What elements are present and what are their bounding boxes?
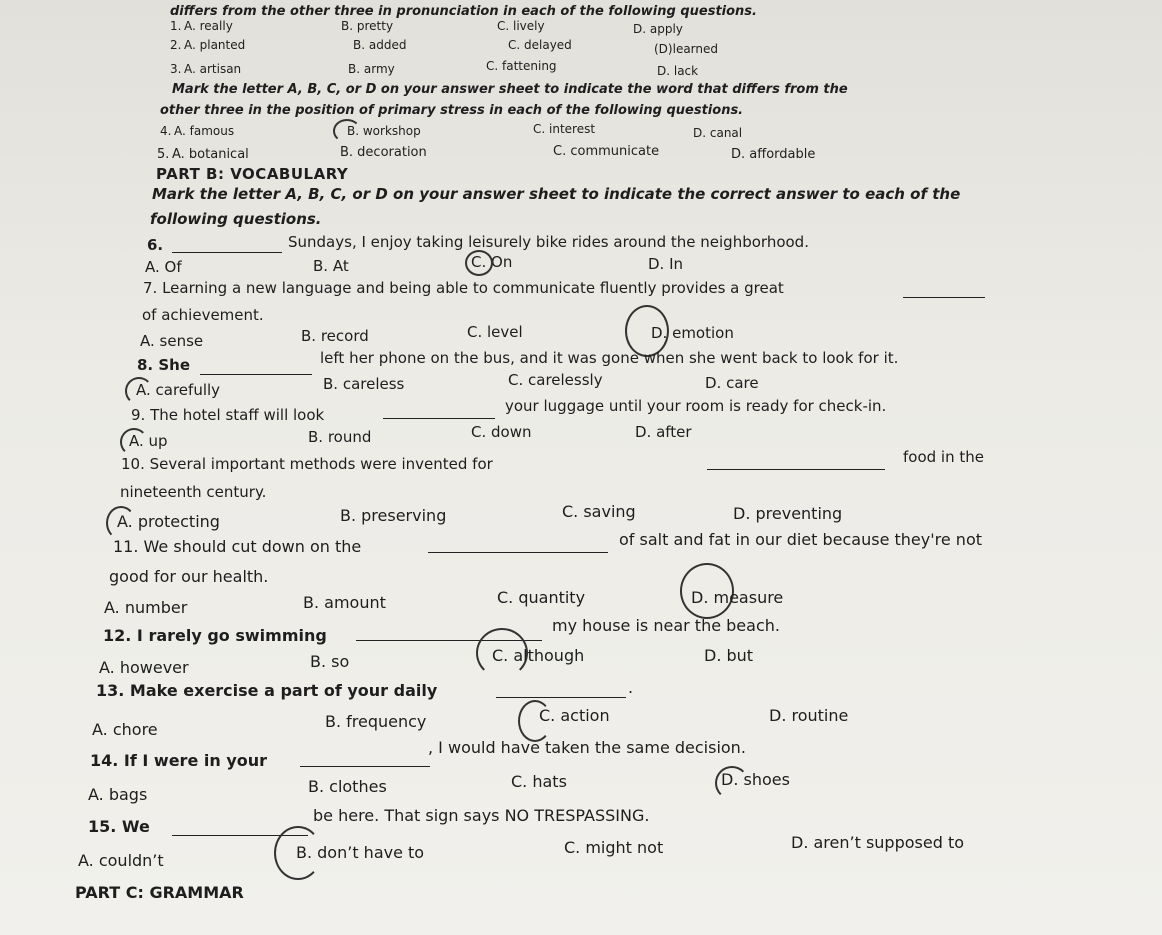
q2-number: 2.	[170, 38, 182, 52]
q8-option-c: C. carelessly	[508, 371, 603, 389]
q9-option-b: B. round	[308, 428, 372, 446]
q3-number: 3.	[170, 62, 182, 76]
q5-number: 5.	[157, 147, 170, 162]
q3-option-c: C. fattening	[486, 59, 557, 73]
q4-option-b: B. workshop	[347, 124, 421, 138]
q9-answer-circle-mark	[120, 428, 148, 456]
q10-stem-line-2: nineteenth century.	[120, 483, 267, 501]
q12-option-b: B. so	[310, 652, 350, 671]
q1-option-b: B. pretty	[341, 19, 394, 33]
q7-blank	[903, 285, 985, 298]
q8-option-b: B. careless	[323, 375, 405, 393]
q9-option-a: A. up	[129, 432, 168, 450]
q13-option-c: C. action	[539, 706, 610, 725]
q4-answer-circle-mark	[333, 119, 361, 143]
q6-option-c: C. On	[471, 253, 513, 271]
q13-option-b: B. frequency	[325, 712, 427, 731]
q10-stem-end: food in the	[903, 448, 984, 466]
q6-option-b: B. At	[313, 257, 349, 275]
q12-option-a: A. however	[99, 658, 189, 677]
q6-option-d: D. In	[648, 255, 684, 273]
q3-option-a: A. artisan	[184, 62, 242, 76]
q9-option-d: D. after	[635, 423, 692, 441]
q11-prefix: 11. We should cut down on the	[113, 537, 362, 556]
q14-option-b: B. clothes	[308, 777, 387, 796]
q15-option-a: A. couldn’t	[78, 851, 164, 870]
q4-option-c: C. interest	[533, 122, 596, 136]
q13-blank	[496, 683, 626, 698]
q6-blank	[172, 238, 282, 253]
q5-option-a: A. botanical	[172, 147, 249, 162]
q8-option-d: D. care	[705, 374, 759, 392]
q5-option-b: B. decoration	[340, 145, 427, 160]
q14-blank	[300, 752, 430, 767]
q13-stem-end: .	[628, 678, 634, 697]
q5-option-d: D. affordable	[731, 147, 816, 162]
q12-option-d: D. but	[704, 646, 754, 665]
q8-answer-circle-mark	[125, 377, 153, 405]
vocab-instruction-line-1: Mark the letter A, B, C, or D on your answer sheet to indicate the correct answer to each of the	[152, 185, 961, 203]
q6-answer-circle-mark	[465, 250, 493, 276]
q10-option-b: B. preserving	[340, 506, 447, 525]
q7-option-a: A. sense	[140, 332, 204, 350]
q14-option-d: D. shoes	[721, 770, 790, 789]
stress-instruction-line-2: other three in the position of primary stress in each of the following questions.	[160, 103, 744, 118]
q11-stem-line-2: good for our health.	[109, 567, 269, 586]
q10-option-c: C. saving	[562, 502, 636, 521]
q9-stem: your luggage until your room is ready for check-in.	[505, 397, 887, 415]
q2-option-b: B. added	[353, 38, 407, 52]
q3-option-d: D. lack	[657, 64, 699, 78]
part-c-heading: PART C: GRAMMAR	[75, 883, 244, 902]
q8-blank	[200, 361, 312, 375]
q3-option-b: B. army	[348, 62, 395, 76]
vocab-instruction-line-2: following questions.	[150, 210, 322, 228]
q1-option-d: D. apply	[633, 22, 683, 36]
q15-option-d: D. aren’t supposed to	[791, 833, 965, 852]
q15-prefix: 15. We	[88, 817, 150, 836]
q4-option-d: D. canal	[693, 126, 743, 140]
q11-blank	[428, 538, 608, 553]
q9-option-c: C. down	[471, 423, 532, 441]
q7-option-b: B. record	[301, 327, 369, 345]
q14-stem-end: , I would have taken the same decision.	[428, 738, 746, 757]
q10-answer-circle-mark	[106, 506, 136, 540]
q13-option-d: D. routine	[769, 706, 849, 725]
q6-stem: Sundays, I enjoy taking leisurely bike rides around the neighborhood.	[288, 233, 809, 251]
q6-option-a: A. Of	[145, 258, 182, 276]
stress-instruction-line-1: Mark the letter A, B, C, or D on your answer sheet to indicate the word that differs from the	[172, 82, 848, 97]
q10-option-a: A. protecting	[117, 512, 220, 531]
q8-stem: left her phone on the bus, and it was gone when she went back to look for it.	[320, 349, 899, 367]
q10-prefix: 10. Several important methods were invented for	[121, 455, 493, 473]
q1-option-a: A. really	[184, 19, 233, 33]
q8-option-a: A. carefully	[136, 381, 221, 399]
q12-stem-end: my house is near the beach.	[552, 616, 780, 635]
q10-option-d: D. preventing	[733, 504, 843, 523]
q11-option-a: A. number	[104, 598, 188, 617]
q11-option-d: D. measure	[691, 588, 784, 607]
q5-option-c: C. communicate	[553, 144, 660, 159]
q14-option-a: A. bags	[88, 785, 148, 804]
q2-option-d: (D)learned	[654, 42, 719, 56]
q13-prefix: 13. Make exercise a part of your daily	[96, 681, 438, 700]
q7-stem-line-1: 7. Learning a new language and being able to communicate fluently provides a great	[143, 279, 784, 297]
q7-option-c: C. level	[467, 323, 523, 341]
q9-prefix: 9. The hotel staff will look	[131, 406, 325, 424]
q11-option-b: B. amount	[303, 593, 386, 612]
q15-option-b: B. don’t have to	[296, 843, 425, 862]
q2-option-a: A. planted	[184, 38, 246, 52]
part-b-heading: PART B: VOCABULARY	[156, 165, 349, 183]
q8-prefix: 8. She	[137, 356, 191, 374]
q7-stem-line-2: of achievement.	[142, 306, 264, 324]
q1-number: 1.	[170, 19, 182, 33]
q6-number: 6.	[147, 236, 164, 254]
section-header-line: differs from the other three in pronunciation in each of the following questions.	[170, 4, 757, 19]
q13-option-a: A. chore	[92, 720, 158, 739]
q4-number: 4.	[160, 124, 172, 138]
q15-stem-end: be here. That sign says NO TRESPASSING.	[313, 806, 650, 825]
q12-option-c: C. although	[492, 646, 585, 665]
q10-blank	[707, 455, 885, 470]
q15-option-c: C. might not	[564, 838, 664, 857]
q14-option-c: C. hats	[511, 772, 567, 791]
q1-option-c: C. lively	[497, 19, 545, 33]
q2-option-c: C. delayed	[508, 38, 572, 52]
q12-prefix: 12. I rarely go swimming	[103, 626, 327, 645]
q14-prefix: 14. If I were in your	[90, 751, 268, 770]
q7-option-d: D. emotion	[651, 324, 734, 342]
q11-option-c: C. quantity	[497, 588, 586, 607]
q9-blank	[383, 404, 495, 419]
q11-stem-end: of salt and fat in our diet because they're not	[619, 530, 982, 549]
q4-option-a: A. famous	[174, 124, 235, 138]
